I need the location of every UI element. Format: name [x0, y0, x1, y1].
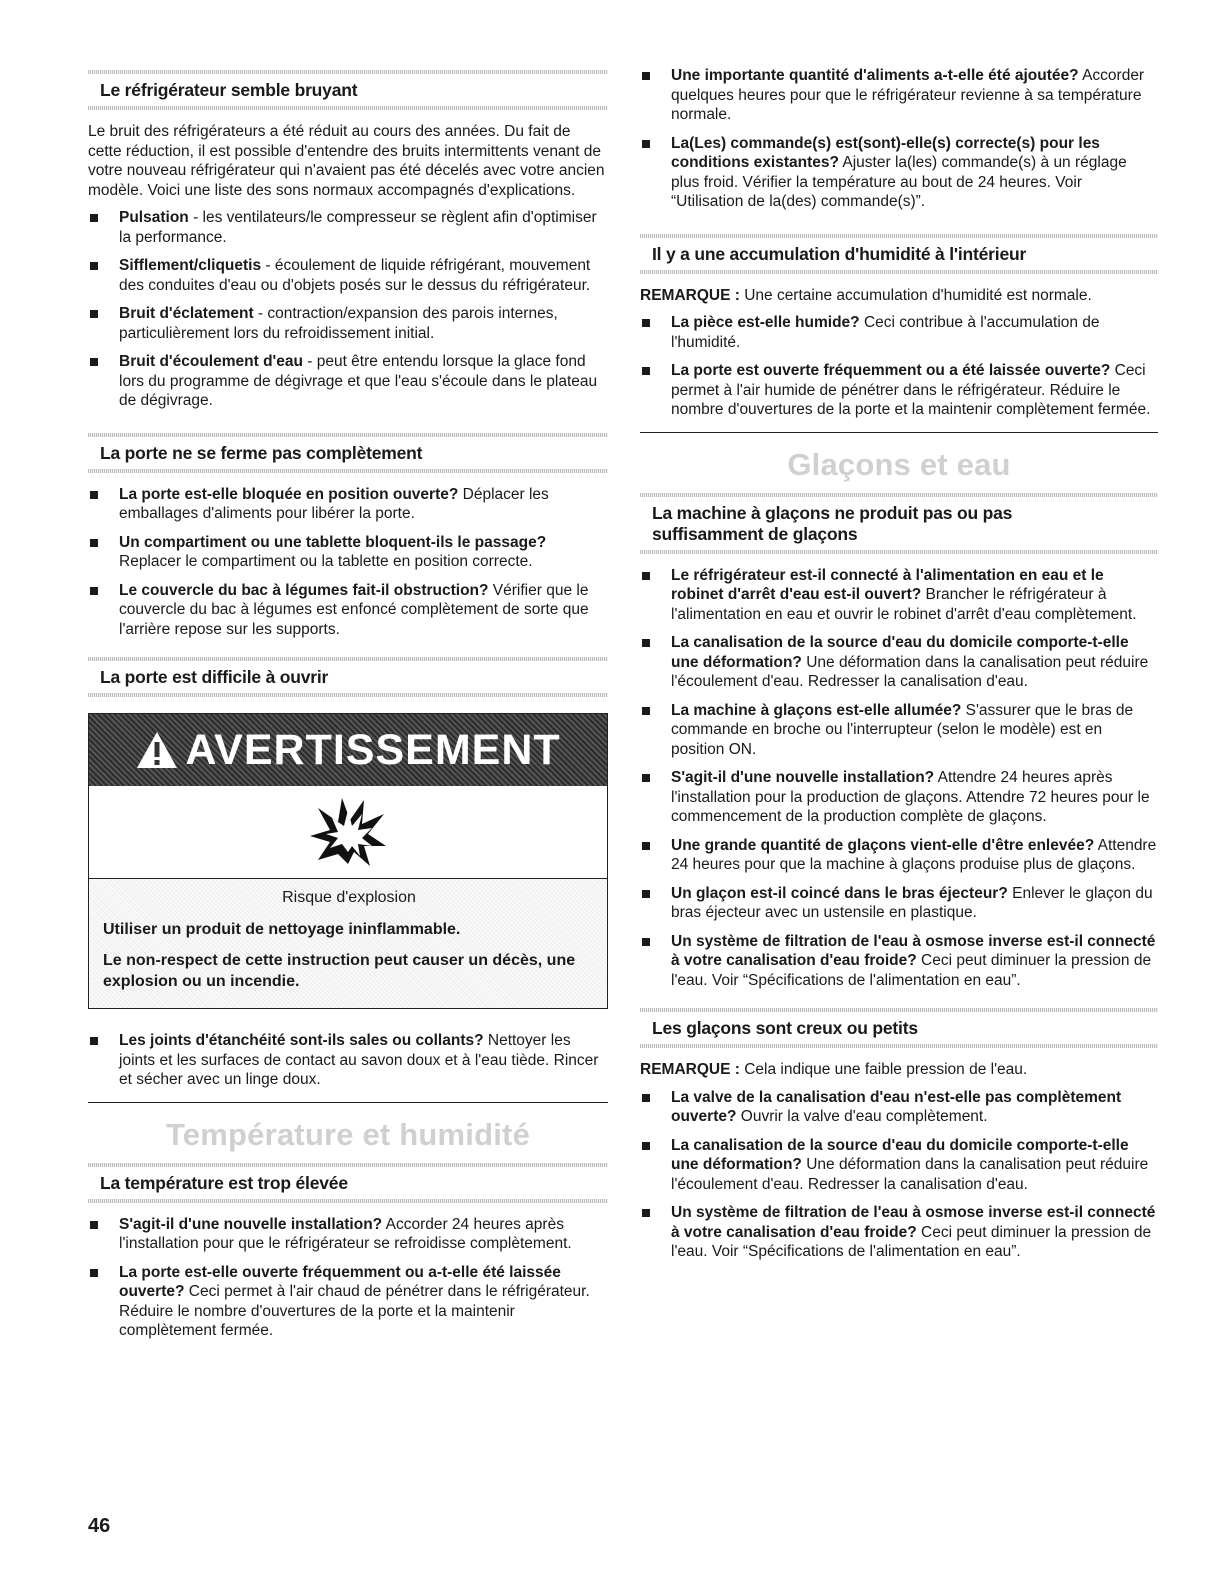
item-question: Les joints d'étanchéité sont-ils sales ou collants? [119, 1032, 484, 1049]
list-item [88, 485, 608, 524]
warning-title: AVERTISSEMENT [185, 725, 561, 774]
item-question: La porte est ouverte fréquemment ou a été laissée ouverte? [671, 362, 1111, 379]
section-title: La porte est difficile à ouvrir [100, 667, 329, 687]
section-title: La machine à glaçons ne produit pas ou pas suffisamment de glaçons [652, 502, 1013, 544]
item-text: Accorder 24 heures après l'installation pour que le réfrigérateur se refroidisse complètement. [119, 1215, 572, 1252]
warning-header [89, 714, 607, 786]
left-column [88, 70, 608, 1353]
section-title: Les glaçons sont creux ou petits [652, 1018, 918, 1038]
item-text: - écoulement de liquide réfrigérant, mouvement des conduites d'eau ou d'objets posés sur le dessus du réfrigérateur. [119, 257, 591, 294]
hollow-cubes-note [640, 1060, 1158, 1080]
list-item [640, 932, 1158, 991]
explosion-icon [308, 794, 388, 870]
item-question: La porte est-elle bloquée en position ouverte? [119, 485, 459, 503]
temperature-list [88, 1215, 608, 1341]
warning-triangle-icon [135, 730, 179, 770]
item-text: Ceci contribue à l'accumulation de l'humidité. [671, 314, 1100, 351]
list-item [88, 304, 608, 343]
item-question: Un système de filtration de l'eau à osmose inverse est-il connecté à votre canalisation d'eau froide? [671, 1204, 1156, 1241]
item-question: Une grande quantité de glaçons vient-elle d'être enlevée? [671, 836, 1095, 854]
warning-consequence: Le non-respect de cette instruction peut causer un décès, une explosion ou un incendie. [103, 952, 576, 990]
note-label: REMARQUE : [640, 286, 740, 304]
list-item [88, 1215, 608, 1254]
item-text: Ceci peut diminuer la pression de l'eau. Voir “Spécifications de l'alimentation en eau”. [671, 1223, 1152, 1260]
note-text: Une certaine accumulation d'humidité est normale. [739, 286, 1092, 304]
list-item [88, 1263, 608, 1341]
section-header-door-not-closing [88, 433, 608, 473]
item-question: La valve de la canalisation d'eau n'est-elle pas complètement ouverte? [671, 1088, 1122, 1125]
chapter-title: Glaçons et eau [787, 446, 1011, 482]
page-number: 46 [88, 1515, 111, 1537]
item-question: La canalisation de la source d'eau du domicile comporte-t-elle une déformation? [671, 634, 1129, 671]
list-item [88, 256, 608, 295]
chapter-ice-water [640, 432, 1158, 483]
list-item [88, 352, 608, 411]
item-text: Attendre 24 heures après l'installation pour la production de glaçons. Attendre 72 heures pour le commencement de la production complète de glaçons. [671, 769, 1150, 825]
section-title: La porte ne se ferme pas complètement [100, 442, 423, 463]
list-item [640, 1136, 1158, 1195]
item-question: Le réfrigérateur est-il connecté à l'alimentation en eau et le robinet d'arrêt d'eau est-il ouvert? [671, 566, 1104, 603]
list-item [88, 208, 608, 247]
item-text: S'assurer que le bras de commande en broche ou l'interrupteur (selon le modèle) est en position ON. [671, 701, 1134, 758]
list-item [640, 768, 1158, 827]
chapter-title: Température et humidité [165, 1116, 531, 1152]
list-item [88, 1031, 608, 1090]
list-item [640, 361, 1158, 420]
door-opening-list [88, 1031, 608, 1090]
item-question: La porte est-elle ouverte fréquemment ou a-t-elle été laissée ouverte? [119, 1263, 561, 1300]
warning-instruction: Utiliser un produit de nettoyage ininflammable. [103, 921, 461, 938]
item-text: Ceci peut diminuer la pression de l'eau. Voir “Spécifications de l'alimentation en eau”. [671, 952, 1152, 989]
item-text: Nettoyer les joints et les surfaces de contact au savon doux et à l'eau tiède. Rincer et sécher avec un linge doux. [119, 1032, 599, 1088]
list-item [640, 836, 1158, 875]
item-question: La machine à glaçons est-elle allumée? [671, 701, 962, 719]
item-question: La canalisation de la source d'eau du domicile comporte-t-elle une déformation? [671, 1136, 1129, 1173]
item-question: Pulsation [119, 209, 189, 226]
section-title: Il y a une accumulation d'humidité à l'intérieur [652, 243, 1027, 264]
item-question: Bruit d'éclatement [119, 305, 254, 322]
item-text: Ceci permet à l'air humide de pénétrer dans le réfrigérateur. Réduire le nombre d'ouvertures de la porte et la maintenir complètement fermée. [671, 362, 1151, 418]
item-question: Le couvercle du bac à légumes fait-il obstruction? [119, 581, 489, 599]
list-item [88, 581, 608, 640]
section-header-door-hard-to-open [88, 657, 608, 697]
ice-maker-list [640, 566, 1158, 991]
warning-body [89, 879, 607, 1008]
item-text: Une déformation dans la canalisation peut réduire l'écoulement d'eau. Redresser la canalisation d'eau. [671, 653, 1149, 690]
list-item [640, 566, 1158, 625]
item-text: Attendre 24 heures pour que la machine à glaçons produise plus de glaçons. [671, 836, 1157, 873]
right-column [640, 66, 1158, 1274]
list-item [640, 134, 1158, 212]
note-label: REMARQUE : [640, 1061, 740, 1078]
item-question: Sifflement/cliquetis [119, 257, 262, 274]
item-text: - contraction/expansion des parois internes, particulièrement lors du refroidissement initial. [119, 305, 558, 342]
chapter-temperature [88, 1102, 608, 1153]
item-text: Brancher le réfrigérateur à l'alimentation en eau et ouvrir le robinet d'arrêt d'eau complètement. [671, 586, 1137, 623]
item-text: Enlever le glaçon du bras éjecteur avec un ustensile en plastique. [671, 884, 1153, 921]
section-header-temperature-high [88, 1163, 608, 1203]
humidity-note [640, 286, 1158, 306]
section-title: Le réfrigérateur semble bruyant [100, 80, 358, 100]
item-question: Un glaçon est-il coincé dans le bras éjecteur? [671, 884, 1008, 902]
section-title: La température est trop élevée [100, 1172, 348, 1193]
list-item [88, 533, 608, 572]
temperature-list-continued [640, 66, 1158, 212]
item-question: Une importante quantité d'aliments a-t-elle été ajoutée? [671, 67, 1079, 84]
item-text: Ajuster la(les) commande(s) à un réglage plus froid. Vérifier la température au bout de 24 heures. Voir “Utilisation de la(des) commande(s)”. [671, 154, 1127, 210]
list-item [640, 633, 1158, 692]
item-text: Ouvrir la valve d'eau complètement. [736, 1108, 988, 1125]
item-text: Déplacer les emballages d'aliments pour libérer la porte. [119, 485, 549, 522]
list-item [640, 313, 1158, 352]
item-text: Accorder quelques heures pour que le réfrigérateur revienne à sa température normale. [671, 67, 1145, 123]
list-item [640, 701, 1158, 760]
section-header-hollow-cubes [640, 1008, 1158, 1048]
intro-paragraph: Le bruit des réfrigérateurs a été réduit au cours des années. Du fait de cette réduction, il est possible d'entendre des bruits intermittents venant de votre nouveau réfrigérateur qui n'avaient pas été décelés avec votre ancien modèle. Voici une liste des sons normaux accompagnés d'explications. [88, 123, 605, 199]
item-question: Un système de filtration de l'eau à osmose inverse est-il connecté à votre canalisation d'eau froide? [671, 932, 1156, 969]
warning-icon-area [89, 786, 607, 879]
noise-list [88, 208, 608, 411]
item-question: Bruit d'écoulement d'eau [119, 353, 303, 370]
item-text: Replacer le compartiment ou la tablette en position correcte. [119, 553, 533, 570]
item-text: - peut être entendu lorsque la glace fond lors du programme de dégivrage et que l'eau s'écoule dans le plateau de dégivrage. [119, 353, 598, 409]
section-header-ice-maker [640, 493, 1158, 554]
item-question: La pièce est-elle humide? [671, 314, 860, 331]
list-item [640, 66, 1158, 125]
item-question: S'agit-il d'une nouvelle installation? [119, 1215, 383, 1233]
warning-risk: Risque d'explosion [282, 889, 416, 906]
note-text: Cela indique une faible pression de l'eau. [739, 1061, 1028, 1078]
warning-box [88, 713, 608, 1009]
item-question: La(Les) commande(s) est(sont)-elle(s) correcte(s) pour les conditions existantes? [671, 134, 1100, 171]
item-text: Ceci permet à l'air chaud de pénétrer dans le réfrigérateur. Réduire le nombre d'ouvertures de la porte et la maintenir complètement fermée. [119, 1283, 590, 1339]
section-header-noisy [88, 70, 608, 110]
humidity-list [640, 313, 1158, 420]
list-item [640, 1088, 1158, 1127]
item-text: Une déformation dans la canalisation peut réduire l'écoulement d'eau. Redresser la canalisation d'eau. [671, 1156, 1149, 1193]
item-text: Vérifier que le couvercle du bac à légumes est enfoncé complètement de sorte que l'arrière repose sur les supports. [119, 581, 589, 638]
list-item [640, 1203, 1158, 1262]
item-question: S'agit-il d'une nouvelle installation? [671, 769, 935, 786]
hollow-cubes-list [640, 1088, 1158, 1262]
list-item [640, 884, 1158, 923]
item-question: Un compartiment ou une tablette bloquent-ils le passage? [119, 533, 547, 551]
section-header-humidity [640, 234, 1158, 274]
door-closing-list [88, 485, 608, 640]
item-text: - les ventilateurs/le compresseur se règlent afin d'optimiser la performance. [119, 209, 597, 246]
